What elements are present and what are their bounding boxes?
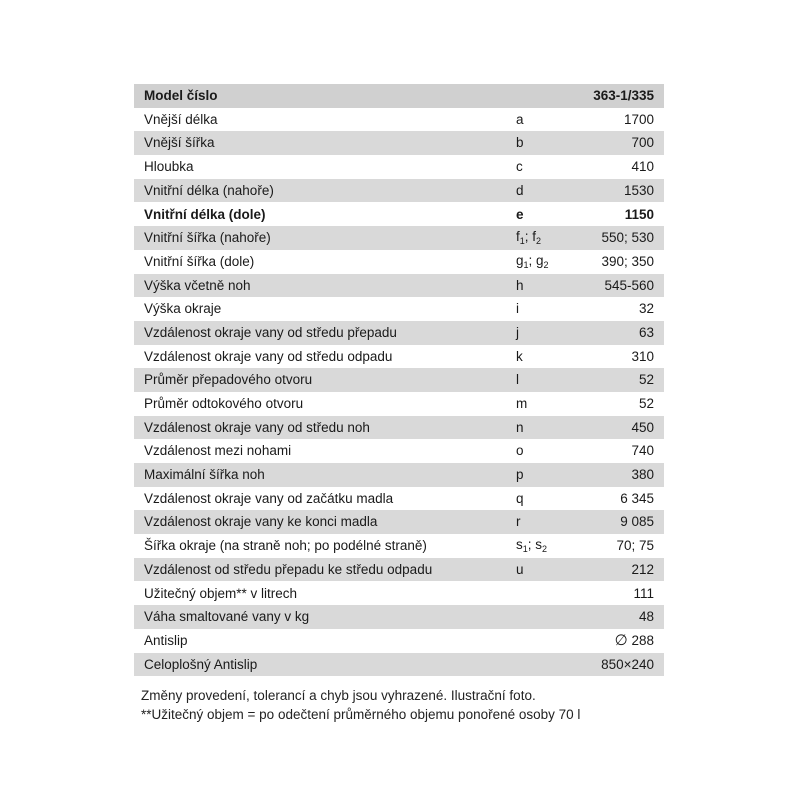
row-name: Užitečný objem** v litrech bbox=[134, 581, 514, 605]
row-name: Vnitřní šířka (dole) bbox=[134, 250, 514, 274]
row-name: Vzdálenost okraje vany od začátku madla bbox=[134, 487, 514, 511]
row-value: 1530 bbox=[572, 179, 664, 203]
row-name: Výška okraje bbox=[134, 297, 514, 321]
table-row bbox=[134, 321, 664, 345]
row-code: $f_1$; $f_2$ bbox=[514, 226, 572, 250]
row-value: 310 bbox=[572, 345, 664, 369]
table-row bbox=[134, 439, 664, 463]
header-code bbox=[514, 84, 572, 108]
row-name: Vzdálenost mezi nohami bbox=[134, 439, 514, 463]
row-name: Průměr přepadového otvoru bbox=[134, 368, 514, 392]
header-name: Model číslo bbox=[134, 84, 514, 108]
row-name: Vzdálenost od středu přepadu ke středu odpadu bbox=[134, 558, 514, 582]
row-value: 48 bbox=[572, 605, 664, 629]
row-code: d bbox=[514, 179, 572, 203]
row-name: Celoplošný Antislip bbox=[134, 653, 514, 677]
row-code: c bbox=[514, 155, 572, 179]
table-row bbox=[134, 368, 664, 392]
diameter-icon: ∅ bbox=[614, 632, 628, 650]
row-name: Vnější délka bbox=[134, 108, 514, 132]
row-name: Vnitřní délka (nahoře) bbox=[134, 179, 514, 203]
row-code: a bbox=[514, 108, 572, 132]
table-row bbox=[134, 108, 664, 132]
row-name: Vzdálenost okraje vany od středu noh bbox=[134, 416, 514, 440]
row-value: 1700 bbox=[572, 108, 664, 132]
row-name: Vnější šířka bbox=[134, 131, 514, 155]
row-name: Maximální šířka noh bbox=[134, 463, 514, 487]
row-code: $g_1$; $g_2$ bbox=[514, 250, 572, 274]
row-value: 52 bbox=[572, 368, 664, 392]
row-code bbox=[514, 605, 572, 629]
row-value: 212 bbox=[572, 558, 664, 582]
row-value: 550; 530 bbox=[572, 226, 664, 250]
table-row bbox=[134, 274, 664, 298]
row-value: 380 bbox=[572, 463, 664, 487]
row-name: Vzdálenost okraje vany od středu přepadu bbox=[134, 321, 514, 345]
table-row bbox=[134, 297, 664, 321]
row-code: k bbox=[514, 345, 572, 369]
row-code: o bbox=[514, 439, 572, 463]
row-name: Výška včetně noh bbox=[134, 274, 514, 298]
table-row bbox=[134, 558, 664, 582]
table-row bbox=[134, 250, 664, 274]
row-value: 410 bbox=[572, 155, 664, 179]
table-row bbox=[134, 605, 664, 629]
row-code: r bbox=[514, 510, 572, 534]
table-row bbox=[134, 202, 664, 226]
row-name: Vnitřní šířka (nahoře) bbox=[134, 226, 514, 250]
table-row bbox=[134, 581, 664, 605]
row-value: ∅ 288 bbox=[572, 629, 664, 653]
row-name: Hloubka bbox=[134, 155, 514, 179]
row-name: Váha smaltované vany v kg bbox=[134, 605, 514, 629]
footnote-volume: **Užitečný objem = po odečtení průměrného objemu ponořené osoby 70 l bbox=[141, 707, 581, 722]
row-code bbox=[514, 653, 572, 677]
row-code: m bbox=[514, 392, 572, 416]
row-code: l bbox=[514, 368, 572, 392]
row-value: 740 bbox=[572, 439, 664, 463]
row-name: Antislip bbox=[134, 629, 514, 653]
row-value: 111 bbox=[572, 581, 664, 605]
table-row bbox=[134, 226, 664, 250]
row-code: p bbox=[514, 463, 572, 487]
row-code: b bbox=[514, 131, 572, 155]
row-value: 850×240 bbox=[572, 653, 664, 677]
table-row bbox=[134, 179, 664, 203]
row-code: e bbox=[514, 202, 572, 226]
footnote-disclaimer: Změny provedení, tolerancí a chyb jsou vyhrazené. Ilustrační foto. bbox=[141, 688, 536, 703]
header-value: 363-1/335 bbox=[572, 84, 664, 108]
row-code bbox=[514, 581, 572, 605]
table-row bbox=[134, 463, 664, 487]
row-value: 52 bbox=[572, 392, 664, 416]
table-header-row bbox=[134, 84, 664, 108]
row-code: $s_1$; $s_2$ bbox=[514, 534, 572, 558]
row-name: Průměr odtokového otvoru bbox=[134, 392, 514, 416]
row-code: j bbox=[514, 321, 572, 345]
row-value: 700 bbox=[572, 131, 664, 155]
row-value: 545-560 bbox=[572, 274, 664, 298]
table-row bbox=[134, 416, 664, 440]
table-row bbox=[134, 345, 664, 369]
row-value: 63 bbox=[572, 321, 664, 345]
row-code bbox=[514, 629, 572, 653]
row-value: 6 345 bbox=[572, 487, 664, 511]
row-value: 390; 350 bbox=[572, 250, 664, 274]
table-row bbox=[134, 534, 664, 558]
row-name: Vzdálenost okraje vany od středu odpadu bbox=[134, 345, 514, 369]
table-row bbox=[134, 653, 664, 677]
row-name: Šířka okraje (na straně noh; po podélné straně) bbox=[134, 534, 514, 558]
table-row bbox=[134, 131, 664, 155]
table-row bbox=[134, 392, 664, 416]
row-value: 9 085 bbox=[572, 510, 664, 534]
footnotes bbox=[141, 686, 580, 724]
row-value: 450 bbox=[572, 416, 664, 440]
table-row bbox=[134, 155, 664, 179]
row-value: 70; 75 bbox=[572, 534, 664, 558]
table-row bbox=[134, 510, 664, 534]
row-value: 1150 bbox=[572, 202, 664, 226]
table-row bbox=[134, 487, 664, 511]
row-value: 32 bbox=[572, 297, 664, 321]
row-code: n bbox=[514, 416, 572, 440]
row-name: Vnitřní délka (dole) bbox=[134, 202, 514, 226]
spec-table bbox=[134, 84, 664, 676]
row-code: i bbox=[514, 297, 572, 321]
table-row bbox=[134, 629, 664, 653]
row-code: q bbox=[514, 487, 572, 511]
row-code: h bbox=[514, 274, 572, 298]
row-name: Vzdálenost okraje vany ke konci madla bbox=[134, 510, 514, 534]
row-code: u bbox=[514, 558, 572, 582]
